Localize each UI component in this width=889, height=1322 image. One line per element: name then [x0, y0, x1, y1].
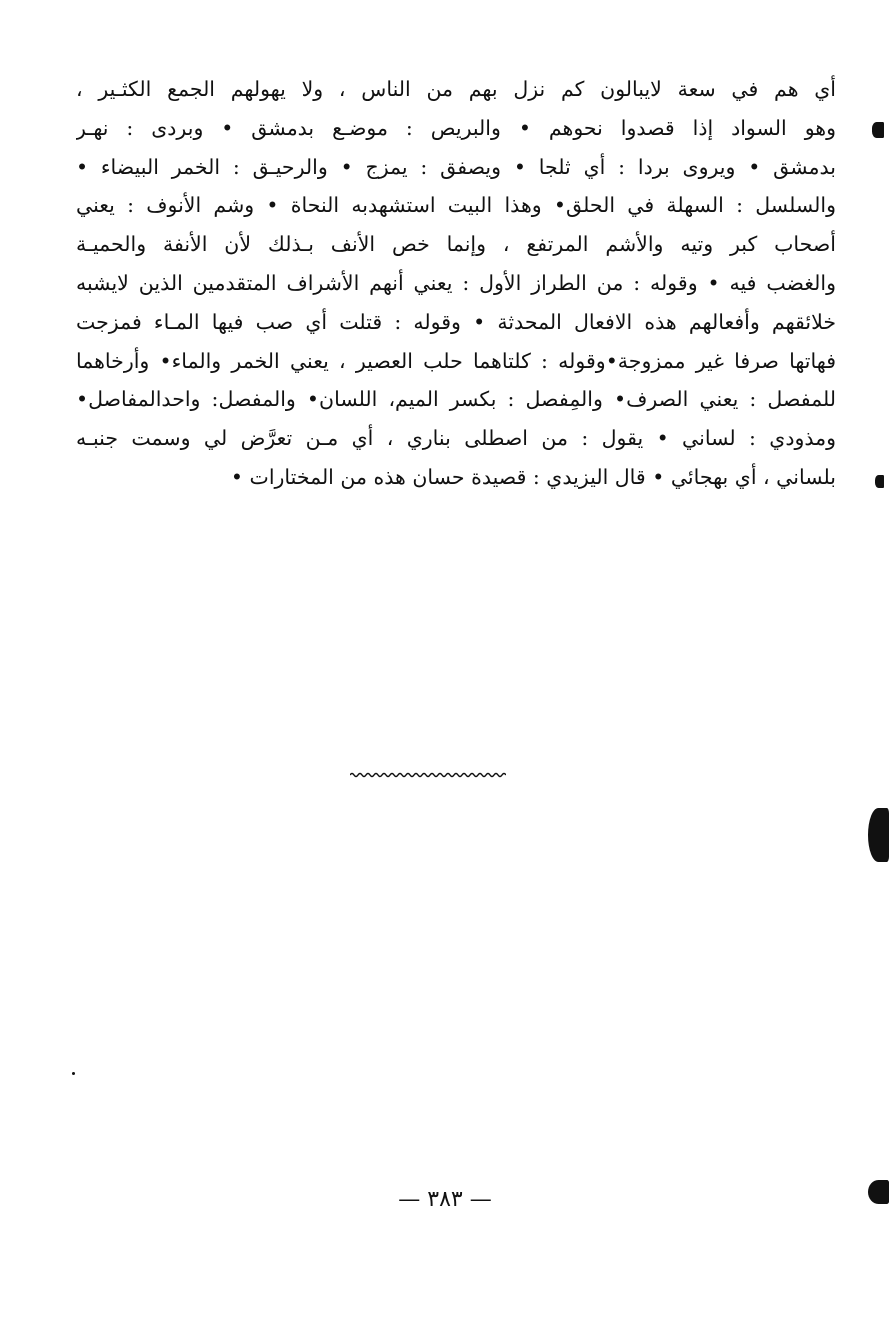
text-line: أي هم في سعة لايبالون كم نزل بهم من الناس ، ولا يهولهم الجمع الكثـير ، — [76, 77, 836, 101]
text-line: والسلسل : السهلة في الحلق• وهذا البيت استشهدبه النحاة • وشم الأنوف : يعني — [76, 193, 836, 218]
text-line: خلائقهم وأفعالهم هذه الافعال المحدثة • وقوله : قتلت أي صب فيها المـاء فمزجت — [76, 309, 836, 334]
commentary-text — [76, 70, 836, 497]
text-line: وهو السواد إذا قصدوا نحوهم • والبريص : موضـع بدمشق • وبردى : نهـر — [76, 115, 836, 140]
scan-edge-mark — [868, 1180, 889, 1204]
text-line: أصحاب كبر وتيه والأشم المرتفع ، وإنما خص الأنف بـذلك لأن الأنفة والحميـة — [76, 232, 836, 257]
text-line: بدمشق • ويروى بردا : أي ثلجا • ويصفق : يمزج • والرحيـق : الخمر البيضاء • — [76, 154, 836, 179]
scan-speck — [72, 1072, 75, 1075]
text-line: للمفصل : يعني الصرف• والمِفصل : بكسر الميم، اللسان• والمفصل: واحدالمفاصل• — [76, 387, 836, 412]
scan-edge-mark — [868, 808, 889, 862]
scan-edge-mark — [872, 122, 884, 138]
scan-edge-mark — [875, 475, 884, 488]
text-line: والغضب فيه • وقوله : من الطراز الأول : يعني أنهم الأشراف المتقدمين الذين لايشبه — [76, 270, 836, 295]
page-number: — ٣٨٣ — — [398, 1187, 492, 1212]
text-line: فهاتها صرفا غير ممزوجة•وقوله : كلتاهما حلب العصير ، يعني الخمر والماء• وأرخاهما — [76, 348, 836, 373]
text-line: بلساني ، أي بهجائي • قال اليزيدي : قصيدة حسان هذه من المختارات • — [230, 464, 836, 489]
section-divider — [350, 770, 506, 780]
text-line: ومذودي : لساني • يقول : من اصطلى بناري ، أي مـن تعرَّض لي وسمت جنبـه — [76, 426, 836, 451]
wavy-rule — [350, 774, 506, 777]
